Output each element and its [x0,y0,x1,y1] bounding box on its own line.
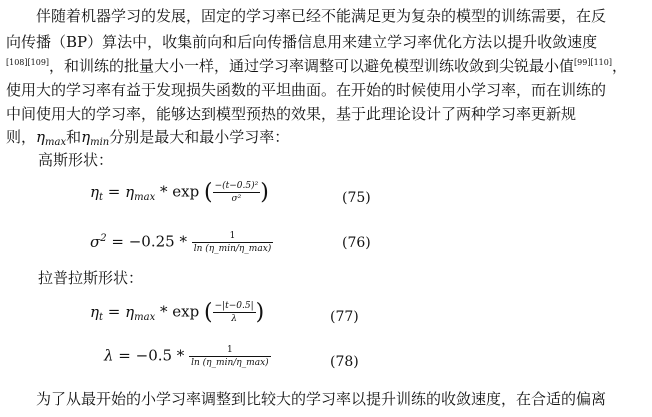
paragraph-line-5: 中间使用大的学习率，能够达到模型预热的效果，基于此理论设计了两种学习率更新规 [6,105,577,123]
equation-number-77: (77) [330,309,359,325]
equation-76: $\sigma^2 = -0.25$ * $\frac{1}{\ln (\eta\_\min/\eta\_\max)}$ [90,231,272,254]
paragraph-line-1: 伴随着机器学习的发展，固定的学习率已经不能满足更为复杂的模型的训练需要，在反 [36,7,607,25]
paragraph-text: 和 [66,128,82,146]
paragraph-line-4: 使用大的学习率有益于发现损失函数的平坦曲面。在开始的时候使用小学习率，而在训练的 [6,81,607,99]
equation-78: λ = −0.5 * $\frac{1}{\ln (\eta\_\min/\eta\_\max)}$ [104,345,269,368]
citation: [108][109] [6,58,50,67]
paragraph-line-bottom: 为了从最开始的小学习率调整到比较大的学习率以提升训练的收敛速度，在合适的偏离 [36,390,607,408]
paragraph-text: 则， [6,128,37,146]
laplace-label: 拉普拉斯形状： [38,269,144,287]
equation-75: $\eta_t = \eta_{max} * \exp$ ( $\frac{\text{−(t−0.5)²}}{\text{σ²}}$ ) [90,180,269,205]
paragraph-line-3 [6,56,627,76]
citation: [99][110] [574,58,612,67]
paragraph-line-2: 向传播（BP）算法中，收集前向和后向传播信息用来建立学习率优化方法以提升收敛速度 [6,33,598,51]
equation-number-75: (75) [342,190,371,206]
gaussian-label: 高斯形状： [38,151,114,169]
eta-min-symbol: $\eta_{min}$ [81,128,110,148]
paragraph-text: ，和训练的批量大小一样，通过学习率调整可以避免模型训练收敛到尖锐最小值 [49,57,575,75]
eta-max-symbol: $\eta_{max}$ [36,128,67,148]
equation-number-78: (78) [330,354,359,370]
equation-77: $\eta_t = \eta_{max} * \exp$ ( $\frac{-|t-0.5|}{\lambda}$ ) [90,300,265,325]
equation-number-76: (76) [342,235,371,251]
paragraph-text: ， [611,57,627,75]
paragraph-text: 分别是最大和最小学习率： [109,128,290,146]
